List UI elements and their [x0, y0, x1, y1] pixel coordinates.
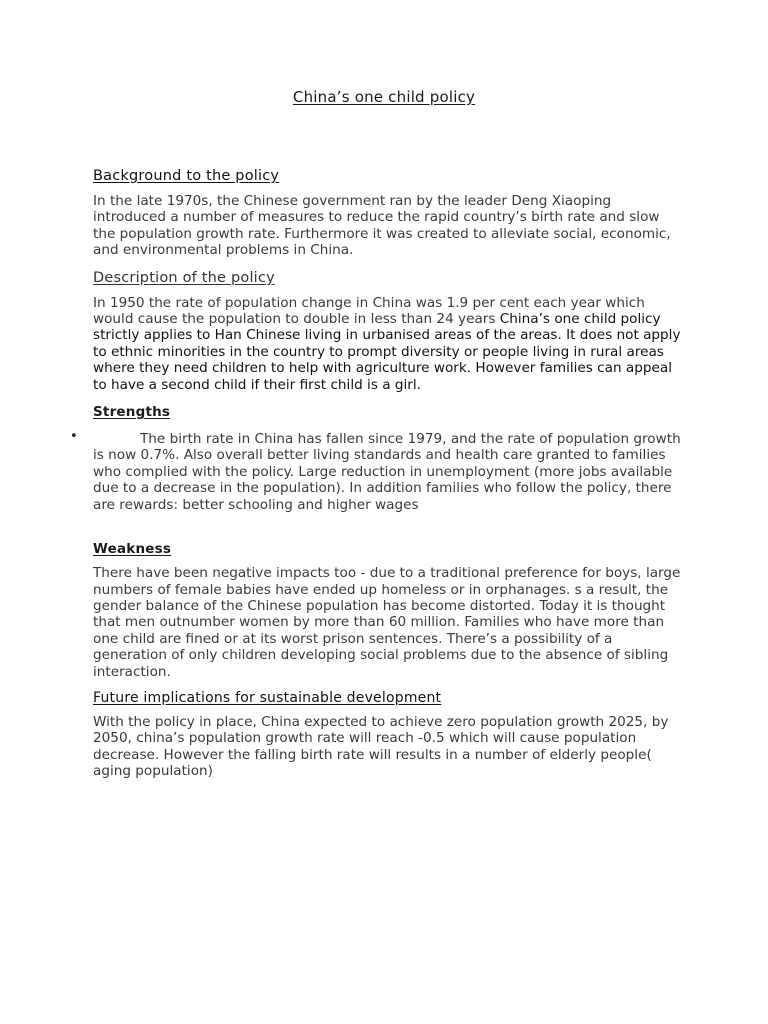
section-heading-description: Description of the policy: [93, 269, 275, 286]
document-title: China’s one child policy: [292, 88, 476, 106]
section-heading-future: Future implications for sustainable development: [93, 689, 442, 706]
document-body: [70, 166, 683, 780]
section-background: [93, 166, 683, 259]
section-strengths: [70, 402, 683, 513]
bullet-icon: •: [70, 429, 78, 445]
section-future: [93, 688, 683, 780]
section-text-weakness: There have been negative impacts too - due to a traditional preference for boys, large numbers of female babies have ended up homeless or in orphanages. s a result, the gender balance of the Chinese population has become distorted. Today it is thought that men outnumber women by more than 60 million. Families who have more than one child are fined or at its worst prison sentences. There’s a possibility of a generation of only children developing social problems due to the absence of sibling interaction.: [93, 565, 681, 680]
strengths-bullet-item: [70, 429, 683, 513]
description-text-part2: China’s one child policy strictly applies to Han Chinese living in urbanised areas of the areas. It does not apply to ethnic minorities in the country to prompt diversity or people living in rural areas where they need children to help with agriculture work. However families can appeal to have a second child if their first child is a girl.: [93, 311, 681, 393]
section-text-strengths: The birth rate in China has fallen since 1979, and the rate of population growth is now 0.7%. Also overall better living standards and health care granted to families who complied with the policy. Large reduction in unemployment (more jobs available due to a decrease in the population). In addition families who follow the policy, there are rewards: better schooling and higher wages: [93, 431, 681, 513]
section-weakness: [93, 539, 683, 680]
section-description: [93, 268, 683, 393]
section-text-background: In the late 1970s, the Chinese government ran by the leader Deng Xiaoping introduced a number of measures to reduce the rapid country’s birth rate and slow the population growth rate. Furthermore it was created to alleviate social, economic, and environmental problems in China.: [93, 193, 671, 259]
section-heading-background: Background to the policy: [93, 168, 280, 184]
description-text-part1: In 1950 the rate of population change in China was 1.9 per cent each year which would cause the population to double in less than 24 years: [93, 294, 645, 328]
section-heading-weakness: Weakness: [93, 541, 172, 558]
section-text-description: [93, 295, 683, 393]
section-heading-strengths: Strengths: [93, 404, 171, 421]
section-text-future: With the policy in place, China expected to achieve zero population growth 2025, by 2050, china’s population growth rate will reach -0.5 which will cause population decrease. However the falling birth rate will results in a number of elderly people( aging population): [93, 713, 669, 780]
